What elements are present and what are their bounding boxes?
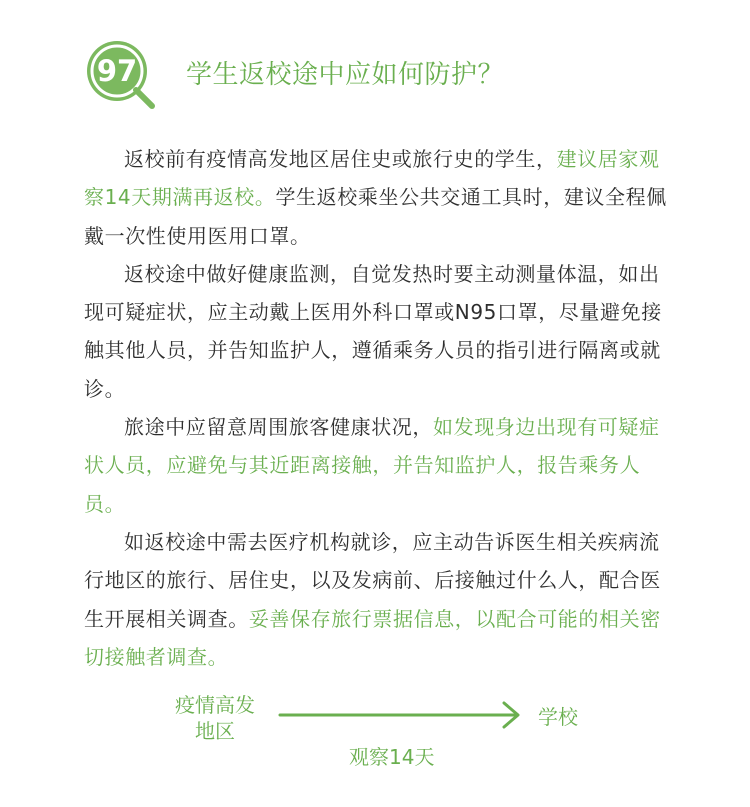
paragraph [84, 140, 670, 255]
arrow-right-icon [278, 700, 524, 730]
paragraph [84, 408, 670, 523]
duration-label: 观察14天 [349, 745, 435, 769]
body-text: 学生返校乘坐公共交通工具时，建议全程佩戴一次性使用医用口罩。 [84, 185, 667, 248]
source-label-line2: 地区 [195, 719, 235, 743]
body-text: 旅途中应留意周围旅客健康状况， [124, 415, 433, 440]
body-text: 返校前有疫情高发地区居住史或旅行史的学生， [124, 147, 557, 171]
body-text: 如返校途中需去医疗机构就诊，应主动告诉医生相关疾病流行地区的旅行、居住史，以及发病前、后接触过什么人，配合医生开展相关调查。 [84, 529, 661, 631]
page-title: 学生返校途中应如何防护？ [186, 60, 505, 90]
question-number: 97 [96, 54, 138, 88]
highlighted-text: 如发现身边出现有可疑症状人员，应避免与其近距离接触，并告知监护人，报告乘务人员。 [84, 415, 660, 516]
source-label [160, 692, 270, 744]
article-body [84, 140, 670, 676]
destination-label: 学校 [538, 705, 578, 729]
number-badge-icon [84, 38, 160, 114]
highlighted-text: 妥善保存旅行票据信息，以配合可能的相关密切接触者调查。 [84, 606, 661, 669]
body-text: 返校途中做好健康监测，自觉发热时要主动测量体温，如出现可疑症状，应主动戴上医用外科口罩或N95口罩，尽量避免接触其他人员，并告知监护人，遵循乘务人员的指引进行隔离或就诊。 [84, 261, 662, 401]
paragraph [84, 523, 670, 676]
route-diagram [0, 680, 750, 790]
highlighted-text: 建议居家观察14天期满再返校。 [84, 147, 660, 210]
source-label-line1: 疫情高发 [175, 693, 255, 717]
paragraph [84, 255, 670, 408]
